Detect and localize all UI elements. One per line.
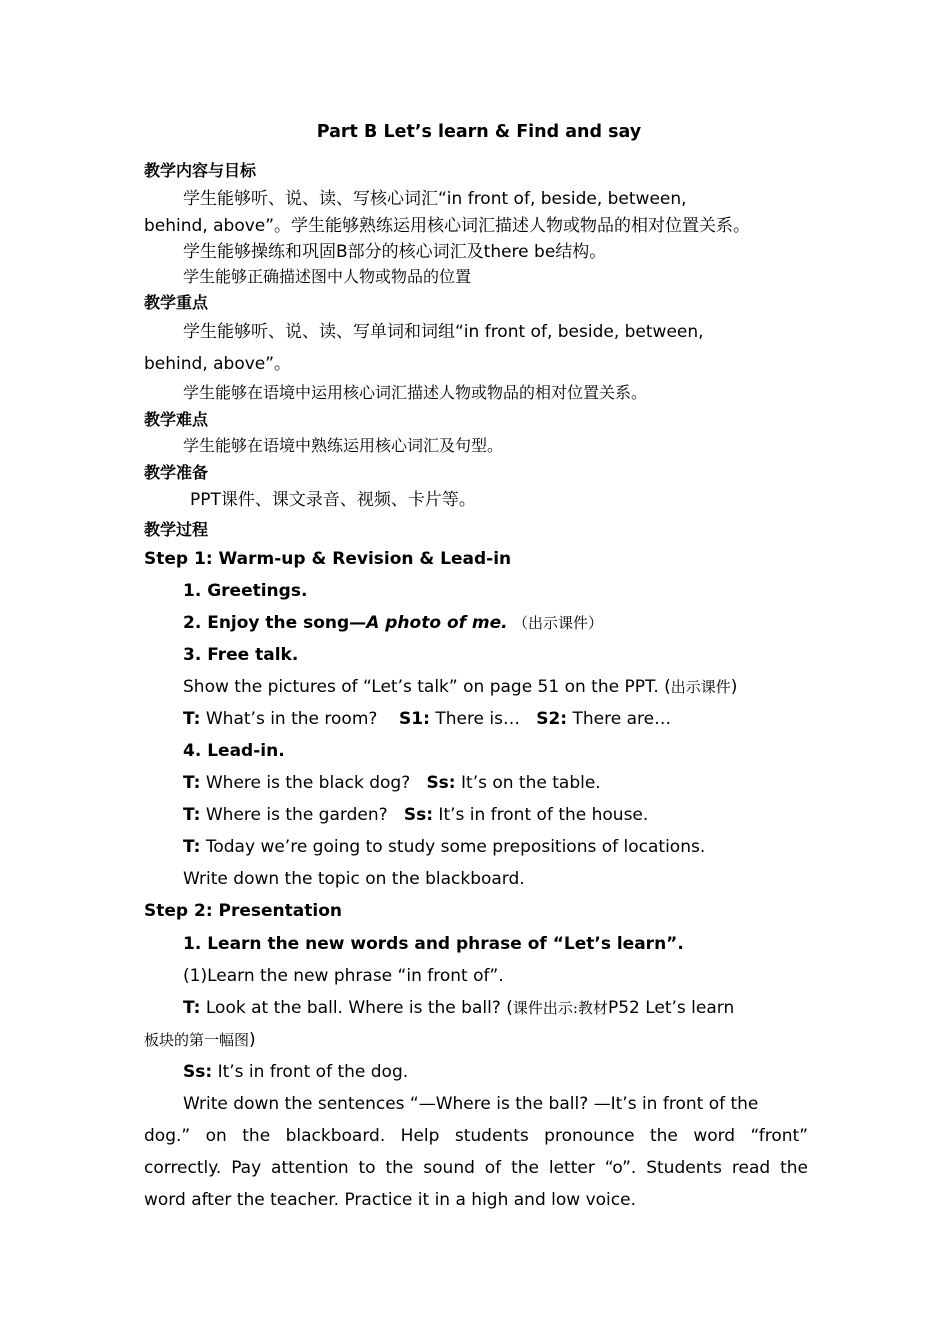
content-paragraph-1a: 学生能够听、说、读、写核心词汇“in front of, beside, between, [183, 189, 687, 209]
speech: What’s in the room? [200, 709, 378, 729]
section-heading-key: 教学重点 [144, 293, 209, 312]
prep-paragraph-1: PPT课件、课文录音、视频、卡片等。 [190, 490, 476, 510]
speech: It’s in front of the dog. [212, 1062, 409, 1082]
speaker-t: T: [183, 837, 201, 857]
courseware-note-en: P52 Let’s learn [607, 998, 735, 1018]
song-title: A photo of me. [366, 613, 508, 633]
content-paragraph-1b: behind, above”。学生能够熟练运用核心词汇描述人物或物品的相对位置关系。 [144, 216, 751, 236]
step1-dialogue-4 [183, 835, 808, 859]
step1-heading: Step 1: Warm-up & Revision & Lead-in [144, 549, 512, 569]
step1-write-topic: Write down the topic on the blackboard. [183, 869, 525, 889]
step2-heading: Step 2: Presentation [144, 901, 342, 921]
section-heading-content: 教学内容与目标 [144, 161, 257, 180]
step2-paragraph-line-3: correctly. Pay attention to the sound of the letter “o”. Students read the [144, 1158, 808, 1178]
key-paragraph-1b: behind, above”。 [144, 354, 292, 374]
step1-dialogue-2 [183, 771, 808, 795]
show-note: 出示课件 [670, 678, 731, 696]
content-paragraph-2: 学生能够操练和巩固B部分的核心词汇及there be结构。 [183, 242, 607, 262]
show-text: Show the pictures of “Let’s talk” on page 51 on the PPT. ( [183, 677, 671, 697]
courseware-note-2: 板块的第一幅图 [144, 1031, 250, 1049]
step2-item-learn: 1. Learn the new words and phrase of “Let’s learn”. [183, 934, 684, 954]
speech: There is… [429, 709, 521, 729]
step2-dialogue-1-cont [144, 1028, 808, 1052]
speech: Today we’re going to study some prepositions of locations. [200, 837, 706, 857]
section-heading-prep: 教学准备 [144, 463, 209, 482]
step1-item-greetings: 1. Greetings. [183, 581, 308, 601]
speech: Where is the garden? [200, 805, 388, 825]
key-paragraph-2: 学生能够在语境中运用核心词汇描述人物或物品的相对位置关系。 [183, 383, 648, 402]
courseware-note: 课件出示:教材 [512, 999, 608, 1017]
step1-item-lead-in: 4. Lead-in. [183, 741, 285, 761]
step2-dialogue-2 [183, 1060, 808, 1084]
speech: There are… [567, 709, 672, 729]
step2-paragraph-line-1: Write down the sentences “—Where is the ball? —It’s in front of the [183, 1094, 759, 1114]
step1-show-pictures [183, 675, 808, 699]
page-title: Part B Let’s learn & Find and say [316, 122, 642, 142]
speaker-ss: Ss: [183, 1062, 213, 1082]
song-label: 2. Enjoy the song— [183, 613, 367, 633]
step2-paragraph-line-4: word after the teacher. Practice it in a high and low voice. [144, 1190, 636, 1210]
speaker-t: T: [183, 709, 201, 729]
step1-dialogue-1 [183, 707, 808, 731]
speaker-s1: S1: [399, 709, 430, 729]
step1-item-free-talk: 3. Free talk. [183, 645, 299, 665]
speech: It’s on the table. [455, 773, 601, 793]
section-heading-difficult: 教学难点 [144, 410, 209, 429]
speaker-ss: Ss: [426, 773, 456, 793]
difficult-paragraph-1: 学生能够在语境中熟练运用核心词汇及句型。 [183, 436, 504, 455]
speech: Look at the ball. Where is the ball? ( [200, 998, 513, 1018]
key-paragraph-1a: 学生能够听、说、读、写单词和词组“in front of, beside, between, [183, 322, 704, 342]
speech: Where is the black dog? [200, 773, 411, 793]
courseware-close: ) [249, 1030, 256, 1050]
step1-dialogue-3 [183, 803, 808, 827]
step1-item-song [183, 611, 808, 635]
speaker-t: T: [183, 805, 201, 825]
speaker-t: T: [183, 998, 201, 1018]
speaker-s2: S2: [536, 709, 568, 729]
speaker-ss: Ss: [403, 805, 434, 825]
show-close: ) [730, 677, 738, 697]
song-note: （出示课件） [513, 614, 604, 632]
speech: It’s in front of the house. [433, 805, 649, 825]
content-paragraph-3: 学生能够正确描述图中人物或物品的位置 [183, 267, 472, 286]
step2-sub-phrase: (1)Learn the new phrase “in front of”. [183, 966, 504, 986]
speaker-t: T: [183, 773, 201, 793]
section-heading-process: 教学过程 [144, 520, 209, 539]
step2-paragraph-line-2: dog.” on the blackboard. Help students pronounce the word “front” [144, 1126, 808, 1146]
step2-dialogue-1 [183, 996, 808, 1020]
